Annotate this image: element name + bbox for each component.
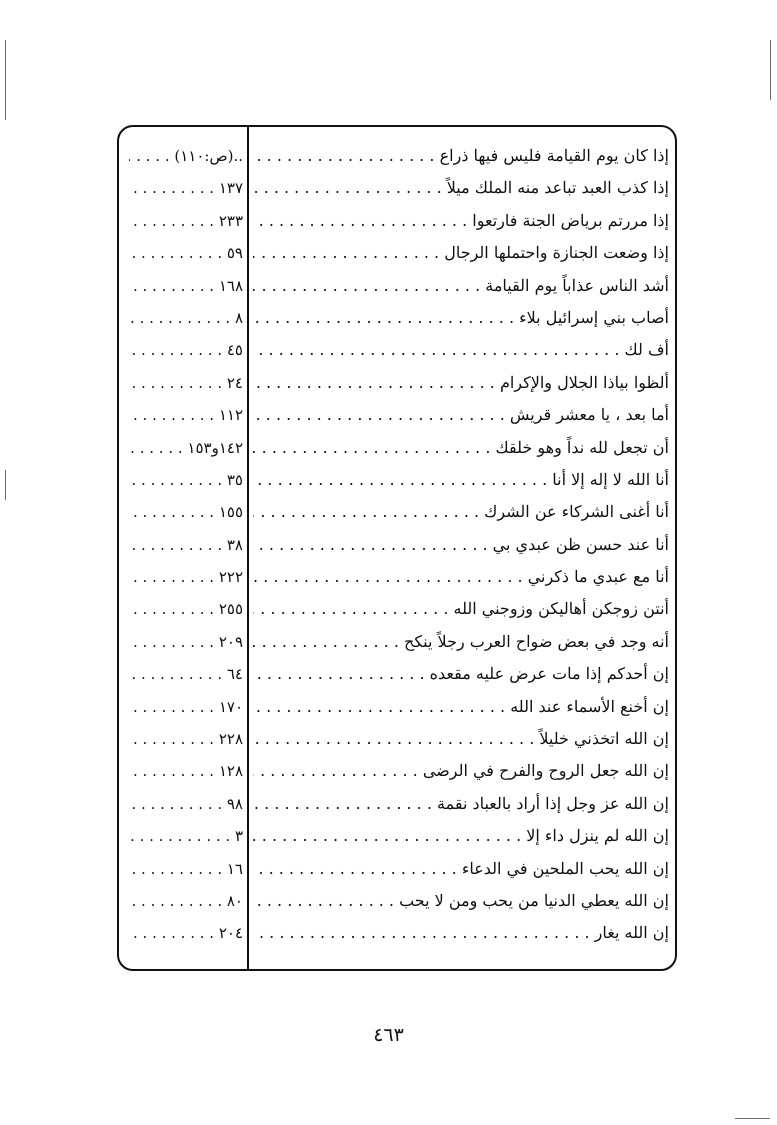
page-reference: ٢٠٩ . . . [129, 626, 243, 658]
index-row [119, 399, 675, 431]
index-row [119, 593, 675, 625]
hadith-text: أنا مع عبدي ما ذكرني . . . [253, 561, 669, 593]
page-reference: ٣٥ . . . [129, 464, 243, 496]
hadith-text: إذا كذب العبد تباعد منه الملك ميلاً . . . [253, 172, 669, 204]
page-reference: ٥٩ . . . [129, 237, 243, 269]
hadith-text: إن الله جعل الروح والفرح في الرضى . . . [253, 755, 669, 787]
page-reference: ٢٢٨ . . . [129, 723, 243, 755]
index-row [119, 885, 675, 917]
index-row [119, 658, 675, 690]
scan-edge-left-lower [5, 470, 6, 500]
page-number: ٤٦٣ [373, 1024, 404, 1046]
scan-edge-left [5, 40, 6, 120]
page-reference: ١٥٥ . . . [129, 496, 243, 528]
hadith-index-list [119, 140, 675, 950]
page-reference: ١٤٢و١٥٣ . . . [129, 432, 243, 464]
index-row [119, 334, 675, 366]
hadith-text: أنتن زوجكن أهاليكن وزوجني الله . . . [253, 593, 669, 625]
page-reference: ..(ص:١١٠) . . . [129, 140, 243, 172]
hadith-text: أن تجعل لله نداً وهو خلقك . . . [253, 432, 669, 464]
page-reference: ٢٣٣ . . . [129, 205, 243, 237]
hadith-text: إن الله عز وجل إذا أراد بالعباد نقمة . . . [253, 788, 669, 820]
index-row [119, 723, 675, 755]
page-reference: ١١٢ . . . [129, 399, 243, 431]
index-row [119, 853, 675, 885]
index-row [119, 820, 675, 852]
page-reference: ١٣٧ . . . [129, 172, 243, 204]
index-row [119, 464, 675, 496]
page-reference: ١٦ . . . [129, 853, 243, 885]
index-row [119, 496, 675, 528]
page-reference: ٢٠٤ . . . [129, 917, 243, 949]
hadith-text: إذا كان يوم القيامة فليس فيها ذراع . . . [253, 140, 669, 172]
hadith-text: أشد الناس عذاباً يوم القيامة . . . [253, 270, 669, 302]
index-row [119, 691, 675, 723]
hadith-text: إن الله يعطي الدنيا من يحب ومن لا يحب . . . [253, 885, 669, 917]
index-row [119, 529, 675, 561]
hadith-text: أف لك . . . [253, 334, 669, 366]
page-reference: ١٧٠ . . . [129, 691, 243, 723]
page-reference: ٦٤ . . . [129, 658, 243, 690]
index-row [119, 626, 675, 658]
hadith-text: إن الله اتخذني خليلاً . . . [253, 723, 669, 755]
hadith-text: إن الله يحب الملحين في الدعاء . . . [253, 853, 669, 885]
page-reference: ٨٠ . . . [129, 885, 243, 917]
page-reference: ٩٨ . . . [129, 788, 243, 820]
index-row [119, 788, 675, 820]
hadith-text: أنا عند حسن ظن عبدي بي . . . [253, 529, 669, 561]
page-reference: ١٢٨ . . . [129, 755, 243, 787]
hadith-text: إذا مررتم برياض الجنة فارتعوا . . . [253, 205, 669, 237]
scan-edge-bottom-right [735, 1118, 770, 1119]
hadith-text: إن الله يغار . . . [253, 917, 669, 949]
page-reference: ٢٤ . . . [129, 367, 243, 399]
index-row [119, 270, 675, 302]
index-row [119, 205, 675, 237]
index-row [119, 432, 675, 464]
hadith-text: أنا أغنى الشركاء عن الشرك . . . [253, 496, 669, 528]
index-row [119, 917, 675, 949]
page-reference: ١٦٨ . . . [129, 270, 243, 302]
page-reference: ٣ . . . [129, 820, 243, 852]
hadith-text: أصاب بني إسرائيل بلاء . . . [253, 302, 669, 334]
page-reference: ٣٨ . . . [129, 529, 243, 561]
page-reference: ٤٥ . . . [129, 334, 243, 366]
hadith-text: أنا الله لا إله إلا أنا . . . [253, 464, 669, 496]
hadith-text: إن الله لم ينزل داء إلا . . . [253, 820, 669, 852]
hadith-text: أما بعد ، يا معشر قريش . . . [253, 399, 669, 431]
index-row [119, 237, 675, 269]
hadith-text: إذا وضعت الجنازة واحتملها الرجال . . . [253, 237, 669, 269]
hadith-text: إن أخنع الأسماء عند الله . . . [253, 691, 669, 723]
page-reference: ٢٢٢ . . . [129, 561, 243, 593]
hadith-text: أنه وجد في بعض ضواح العرب رجلاً ينكح . . . [253, 626, 669, 658]
index-row [119, 755, 675, 787]
page-reference: ٨ . . . [129, 302, 243, 334]
hadith-text: إن أحدكم إذا مات عرض عليه مقعده . . . [253, 658, 669, 690]
page-reference: ٢٥٥ . . . [129, 593, 243, 625]
index-row [119, 140, 675, 172]
scan-edge-right [770, 40, 771, 100]
index-row [119, 367, 675, 399]
index-row [119, 302, 675, 334]
index-row [119, 561, 675, 593]
index-row [119, 172, 675, 204]
hadith-text: ألظوا بياذا الجلال والإكرام . . . [253, 367, 669, 399]
